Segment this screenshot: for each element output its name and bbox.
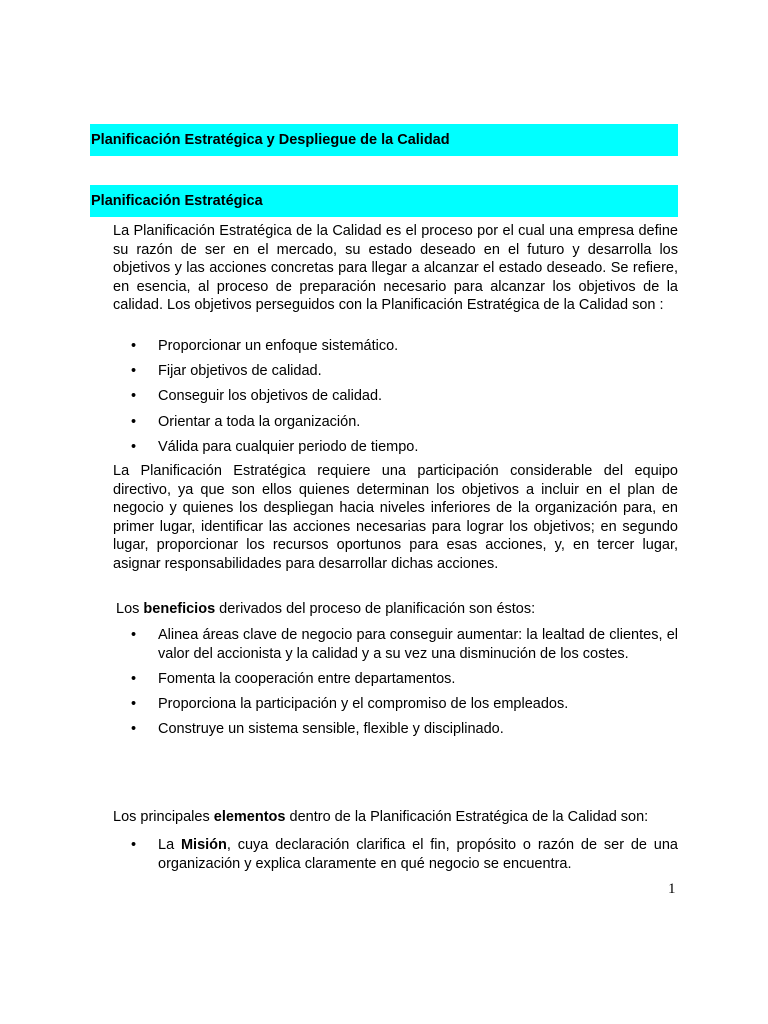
list-item <box>113 626 678 663</box>
benefits-intro-after: derivados del proceso de planificación son éstos: <box>215 601 536 617</box>
bullet-icon: • <box>131 670 137 687</box>
benefits-intro-before: Los <box>116 601 144 617</box>
bullet-icon: • <box>131 413 137 430</box>
list-item-text: Fomenta la cooperación entre departamentos. <box>158 670 456 687</box>
benefits-list <box>113 626 678 739</box>
main-heading: Planificación Estratégica y Despliegue de la Calidad <box>90 124 678 156</box>
list-item <box>113 438 678 457</box>
element-keyword: Misión <box>180 837 227 853</box>
list-item <box>113 670 678 689</box>
list-item-text: Fijar objetivos de calidad. <box>158 363 322 380</box>
objectives-list <box>113 337 678 456</box>
bullet-icon: • <box>131 721 137 738</box>
list-item-text: Proporcionar un enfoque sistemático. <box>158 338 399 354</box>
element-before: La <box>158 837 181 853</box>
bullet-icon: • <box>131 388 137 405</box>
list-item <box>113 362 678 381</box>
list-item <box>113 720 678 739</box>
list-item-text: Alinea áreas clave de negocio para conseguir aumentar: la lealtad de clientes, el valor del accionista y la calidad y a su vez una disminución de los costes. <box>158 627 678 662</box>
bullet-icon: • <box>131 338 137 354</box>
management-paragraph: La Planificación Estratégica requiere una participación considerable del equipo directivo, ya que son ellos quienes determinan los objetivos a incluir en el plan de negocio y quienes los despliegan hacia niveles inferiores de la organización para, en primer lugar, identificar las acciones necesarias para lograr los objetivos; en segundo lugar, proporcionar los recursos oportunos para esas acciones, y, en tercer lugar, asignar responsabilidades para desarrollar dichas acciones. <box>113 463 678 572</box>
list-item <box>113 695 678 714</box>
bullet-icon: • <box>131 837 137 853</box>
elements-keyword: elementos <box>213 809 286 825</box>
elements-intro <box>113 808 648 827</box>
list-item <box>113 387 678 406</box>
elements-intro-after: dentro de la Planificación Estratégica de la Calidad son: <box>285 809 649 825</box>
benefits-intro <box>116 600 535 619</box>
list-item-text: Proporciona la participación y el compromiso de los empleados. <box>158 695 569 712</box>
list-item-text: Orientar a toda la organización. <box>158 413 361 430</box>
list-item-text: Válida para cualquier periodo de tiempo. <box>158 438 419 455</box>
list-item <box>113 413 678 432</box>
list-item <box>113 337 678 356</box>
bullet-icon: • <box>131 438 137 455</box>
section-heading: Planificación Estratégica <box>90 185 678 217</box>
bullet-icon: • <box>131 363 137 380</box>
list-item-text: Conseguir los objetivos de calidad. <box>158 388 383 405</box>
elements-intro-before: Los principales <box>113 809 214 825</box>
list-item <box>113 836 678 873</box>
intro-paragraph: La Planificación Estratégica de la Calidad es el proceso por el cual una empresa define su razón de ser en el mercado, su estado deseado en el futuro y desarrolla los objetivos y las acciones concretas para llegar a alcanzar el estado deseado. Se refiere, en esencia, al proceso de preparación necesario para alcanzar los objetivos de la calidad. Los objetivos perseguidos con la Planificación Estratégica de la Calidad son : <box>113 223 678 314</box>
benefits-keyword: beneficios <box>143 601 216 617</box>
element-after: , cuya declaración clarifica el fin, propósito o razón de ser de una organización y explica claramente en qué negocio se encuentra. <box>158 837 678 872</box>
list-item-text: Construye un sistema sensible, flexible y disciplinado. <box>158 721 504 738</box>
bullet-icon: • <box>131 695 137 712</box>
page-number: 1 <box>668 881 676 897</box>
elements-list <box>113 836 678 873</box>
bullet-icon: • <box>131 627 137 643</box>
